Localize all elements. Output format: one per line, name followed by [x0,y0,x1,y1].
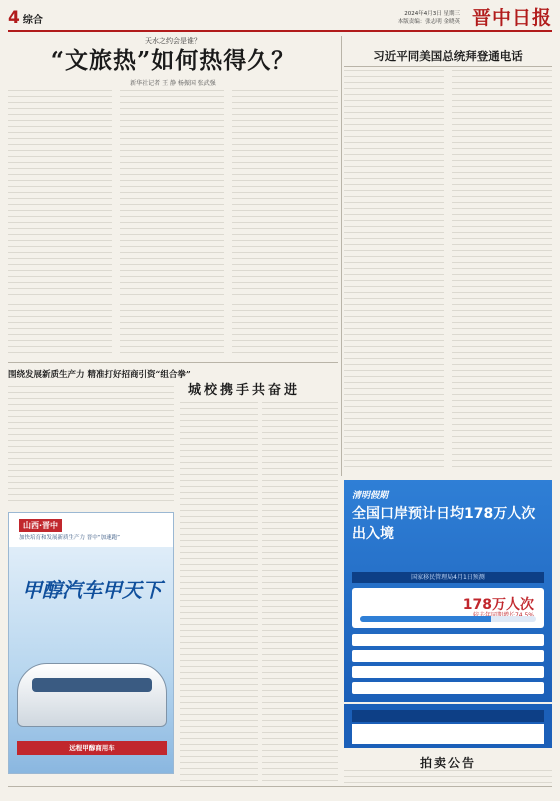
stat-bar-fill [360,616,491,622]
column-divider [341,36,342,476]
lead-body-col-3b [232,304,338,356]
measure-row [352,682,544,694]
middle-center-body-2 [262,402,338,782]
middle-center-body-1 [180,402,258,782]
truck-illustration [17,663,167,727]
stat-value: 178万人次 [462,597,534,613]
measure-row [352,650,544,662]
page-footer [8,786,552,796]
lead-body-col-1 [8,90,112,300]
measure-row [352,666,544,678]
lead-body-col-3 [232,90,338,300]
panel-title: 全国口岸预计日均178万人次出入境 [352,506,536,542]
ad-strip: 远程甲醇商用车 [17,741,167,755]
stat-bar [360,616,536,622]
masthead [8,6,552,32]
newspaper-logo: 晋中日报 [471,7,552,29]
side-headline: 习近平同美国总统拜登通电话 [373,49,523,63]
lead-body-col-2b [120,304,224,356]
panel-stat [352,588,544,628]
side-body-col-1 [344,70,444,470]
middle-left-body [8,386,174,506]
measure-row [352,634,544,646]
lead-kicker: 天水之约会是谁？ [145,37,201,45]
auction-notice-body [344,770,552,784]
page-number: 4 综合 [8,8,43,28]
middle-left-headline: 围绕发展新质生产力 精准打好招商引资“组合拳” [8,370,191,380]
auction-notice-title: 拍卖公告 [419,756,476,770]
ad-subtitle: 加快培育和发展新质生产力 晋中“加速跑” [19,535,120,541]
methanol-truck-ad [8,512,174,774]
ticket-body [352,724,544,744]
editor-line: 本版责编：张志明 金晓英 [397,19,460,25]
masthead-meta [398,10,460,26]
side-body-col-2 [452,70,552,470]
lead-byline: 新华社记者 王 静 杨振国 张武强 [130,80,216,87]
section-name: 综合 [22,15,43,26]
lead-body-col-1b [8,304,112,356]
border-forecast-panel [344,480,552,702]
middle-center-headline: 城校携手共奋进 [188,383,301,398]
section-rule [8,362,338,363]
lead-headline: “文旅热”如何热得久？ [50,47,296,74]
side-rule [344,66,552,67]
panel-logo: 清明假期 [352,491,389,501]
qr-ticket-panel [344,704,552,748]
ticket-strip [352,710,544,722]
issue-date: 2024年4月3日 星期三 [404,11,460,17]
ad-badge: 山西·晋中 [19,519,62,532]
panel-date: 国家移民管理局4月1日预测 [352,572,544,583]
ad-headline: 甲醇汽车甲天下 [22,578,162,602]
lead-body-col-2 [120,90,224,300]
